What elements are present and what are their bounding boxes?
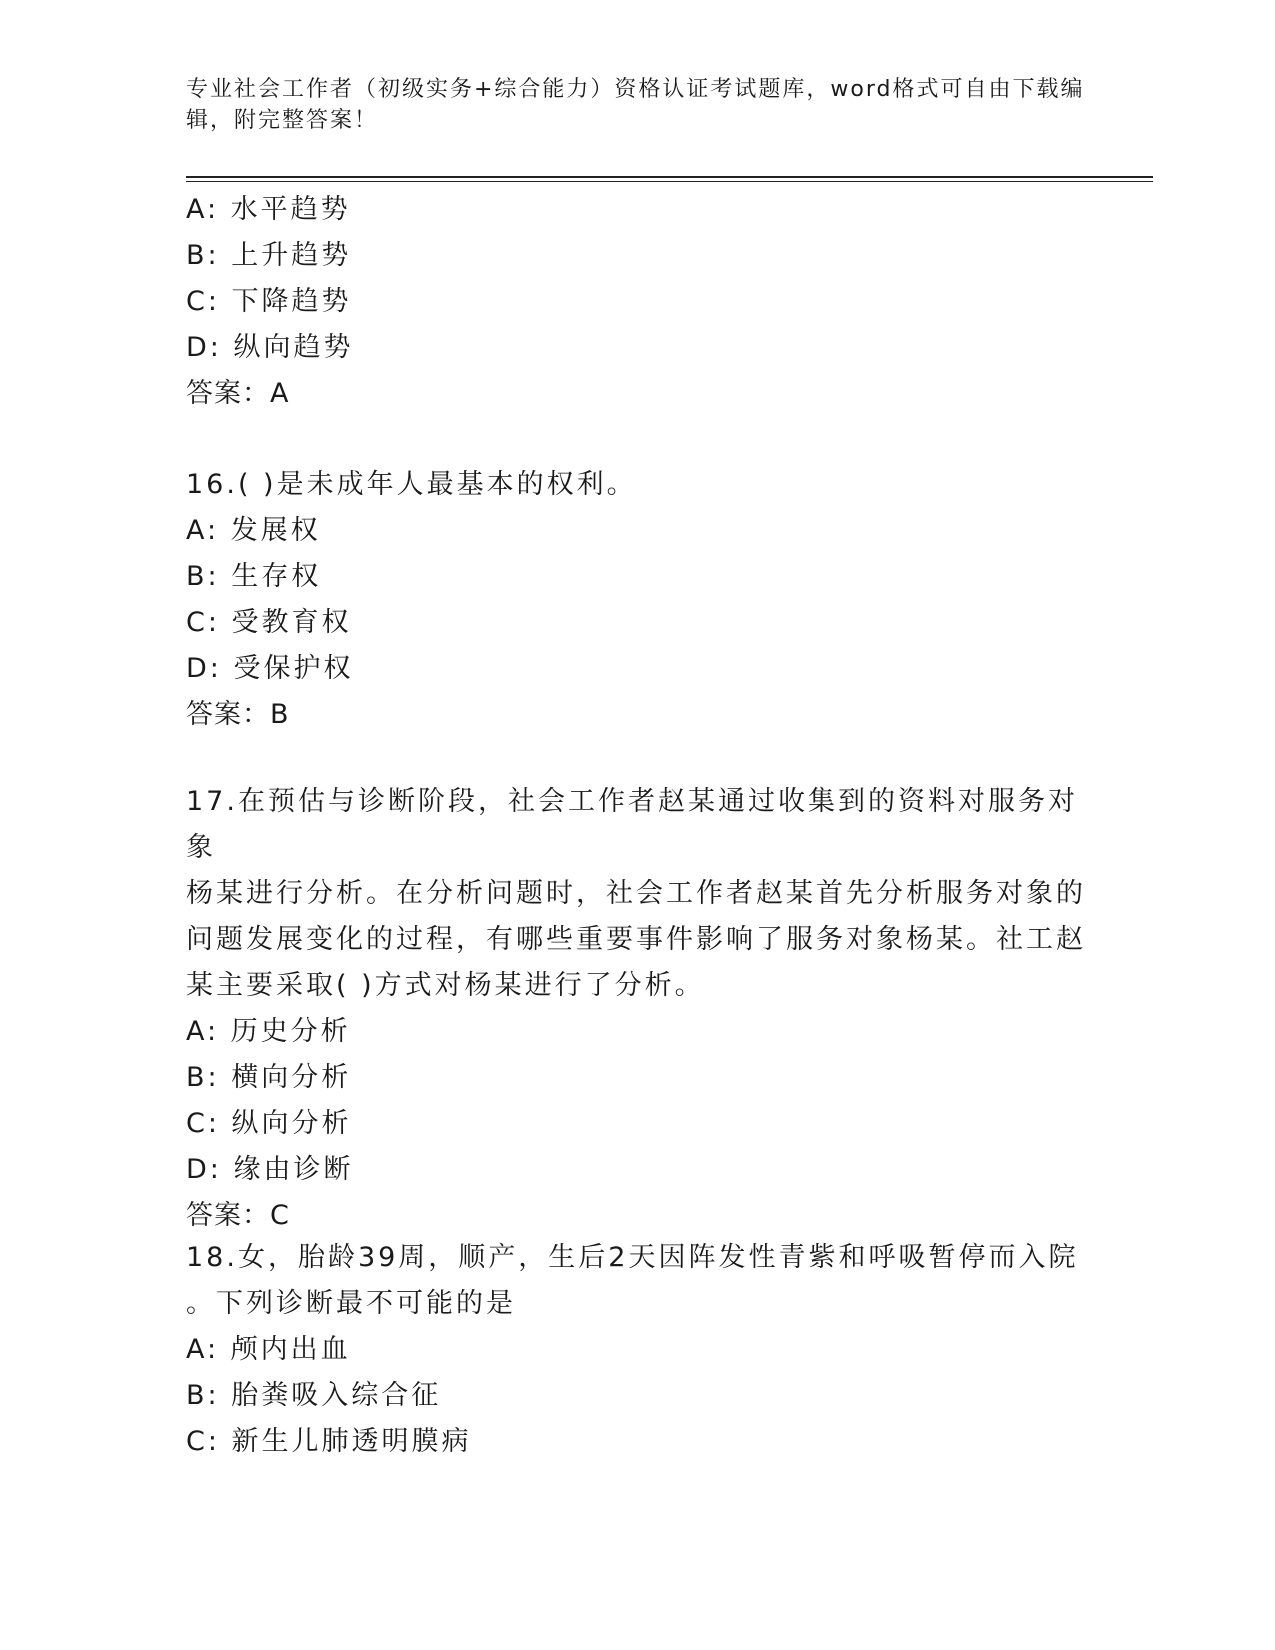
- q17-option-d: D: 缘由诊断: [186, 1154, 354, 1185]
- q15-option-d: D: 纵向趋势: [186, 332, 354, 363]
- q17-stem-line-2: 杨某进行分析。在分析问题时，社会工作者赵某首先分析服务对象的: [186, 878, 1086, 909]
- spacer: [186, 417, 1086, 462]
- question-17-block: [186, 779, 1086, 1239]
- q17-stem-line-1: 17.在预估与诊断阶段，社会工作者赵某通过收集到的资料对服务对象: [186, 786, 1078, 863]
- q18-option-c: C: 新生儿肺透明膜病: [186, 1426, 472, 1457]
- q15-option-b: B: 上升趋势: [186, 240, 352, 271]
- q16-option-a: A: 发展权: [186, 515, 321, 546]
- q17-stem-line-3: 问题发展变化的过程，有哪些重要事件影响了服务对象杨某。社工赵: [186, 924, 1086, 955]
- header-rule-thick: [186, 176, 1153, 178]
- q17-stem-line-4: 某主要采取( )方式对杨某进行了分析。: [186, 970, 705, 1001]
- q17-option-a: A: 历史分析: [186, 1016, 351, 1047]
- document-header: 专业社会工作者（初级实务+综合能力）资格认证考试题库，word格式可自由下载编辑，附完整答案！: [186, 77, 1085, 133]
- header-rule-thin: [186, 181, 1153, 182]
- q18-option-b: B: 胎粪吸入综合征: [186, 1380, 442, 1411]
- q18-option-a: A: 颅内出血: [186, 1334, 351, 1365]
- question-15-block: [186, 187, 1086, 738]
- q16-option-c: C: 受教育权: [186, 607, 352, 638]
- q16-option-b: B: 生存权: [186, 561, 322, 592]
- q15-option-c: C: 下降趋势: [186, 286, 352, 317]
- q16-stem: 16.( )是未成年人最基本的权利。: [186, 469, 637, 500]
- q17-answer: 答案：C: [186, 1200, 290, 1231]
- q15-option-a: A: 水平趋势: [186, 194, 351, 225]
- q18-stem-line-2: 。下列诊断最不可能的是: [186, 1288, 516, 1319]
- q15-answer: 答案：A: [186, 378, 290, 409]
- q16-answer: 答案：B: [186, 699, 290, 730]
- q17-option-c: C: 纵向分析: [186, 1108, 352, 1139]
- q18-stem-line-1: 18.女，胎龄39周，顺产，生后2天因阵发性青紫和呼吸暂停而入院: [186, 1242, 1079, 1273]
- q17-option-b: B: 横向分析: [186, 1062, 352, 1093]
- question-18-block: [186, 1235, 1086, 1465]
- q16-option-d: D: 受保护权: [186, 653, 354, 684]
